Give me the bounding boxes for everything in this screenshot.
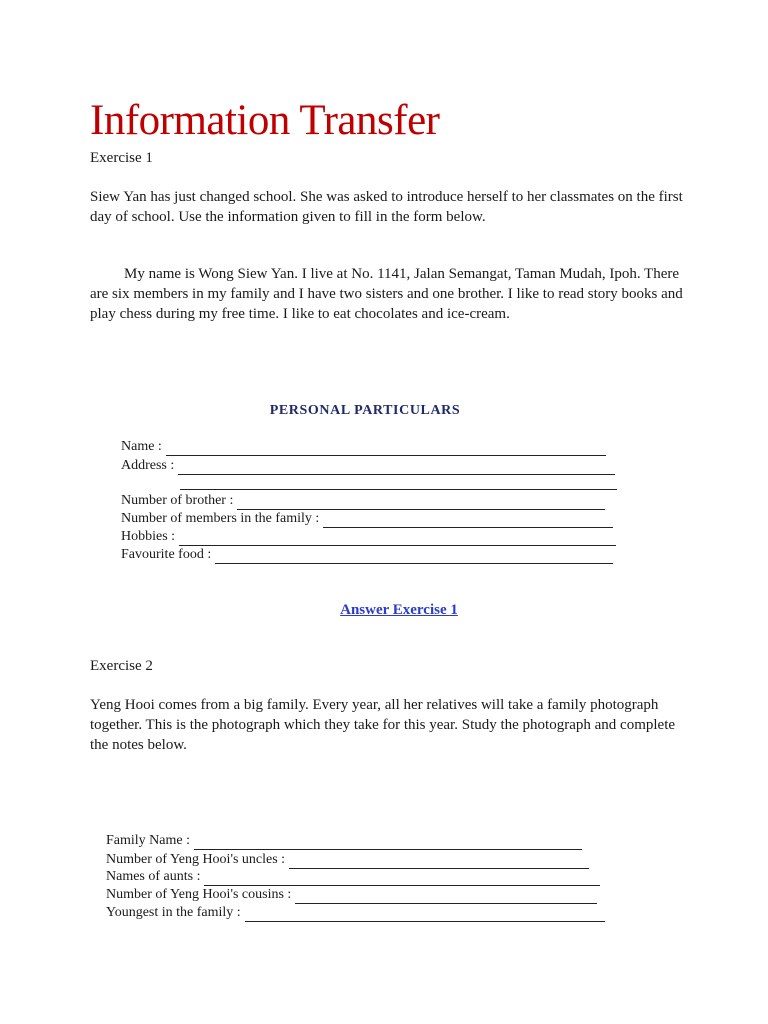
hobbies-blank[interactable] [179, 532, 616, 546]
family-name-blank[interactable] [194, 836, 582, 850]
cousins-field-row [106, 886, 597, 904]
uncles-field-row [106, 851, 589, 869]
youngest-blank[interactable] [245, 908, 605, 922]
youngest-field-row [106, 904, 605, 922]
food-field-row [121, 546, 613, 564]
members-blank[interactable] [323, 514, 613, 528]
hobbies-field-row [121, 528, 616, 546]
exercise-1-passage: My name is Wong Siew Yan. I live at No. 1141, Jalan Semangat, Taman Mudah, Ipoh. There are six members in my family and I have two sisters and one brother. I like to read story books and play chess during my free time. I like to eat chocolates and ice-cream. [90, 266, 683, 322]
personal-particulars-heading: PERSONAL PARTICULARS [269, 403, 461, 418]
members-field-row [121, 510, 613, 528]
members-label: Number of members in the family : [121, 511, 320, 526]
hobbies-label: Hobbies : [121, 529, 176, 544]
exercise-1-instructions: Siew Yan has just changed school. She was asked to introduce herself to her classmates on the first day of school. Use the information given to fill in the form below. [90, 189, 683, 225]
brother-field-row [121, 492, 605, 510]
food-blank[interactable] [215, 550, 613, 564]
brother-label: Number of brother : [121, 493, 234, 508]
cousins-label: Number of Yeng Hooi's cousins : [106, 887, 292, 902]
address-blank[interactable] [178, 461, 615, 475]
exercise-1-label: Exercise 1 [90, 150, 153, 166]
cousins-blank[interactable] [295, 890, 597, 904]
uncles-label: Number of Yeng Hooi's uncles : [106, 852, 286, 867]
address-field-row [121, 457, 615, 475]
exercise-2-label: Exercise 2 [90, 658, 153, 674]
name-blank[interactable] [166, 442, 606, 456]
family-name-field-row [106, 832, 582, 850]
name-field-row [121, 438, 606, 456]
youngest-label: Youngest in the family : [106, 905, 241, 920]
brother-blank[interactable] [237, 496, 605, 510]
uncles-blank[interactable] [289, 855, 589, 869]
aunts-field-row [106, 868, 600, 886]
answer-exercise-1-link[interactable]: Answer Exercise 1 [340, 602, 458, 618]
exercise-2-instructions: Yeng Hooi comes from a big family. Every year, all her relatives will take a family photograph together. This is the photograph which they take for this year. Study the photograph and complete the notes below. [90, 697, 676, 753]
name-label: Name : [121, 439, 162, 454]
address-label: Address : [121, 458, 175, 473]
document-title: Information Transfer [90, 97, 440, 144]
address-blank-line-2[interactable] [180, 488, 617, 490]
aunts-label: Names of aunts : [106, 869, 201, 884]
food-label: Favourite food : [121, 547, 212, 562]
aunts-blank[interactable] [204, 872, 600, 886]
family-name-label: Family Name : [106, 833, 190, 848]
